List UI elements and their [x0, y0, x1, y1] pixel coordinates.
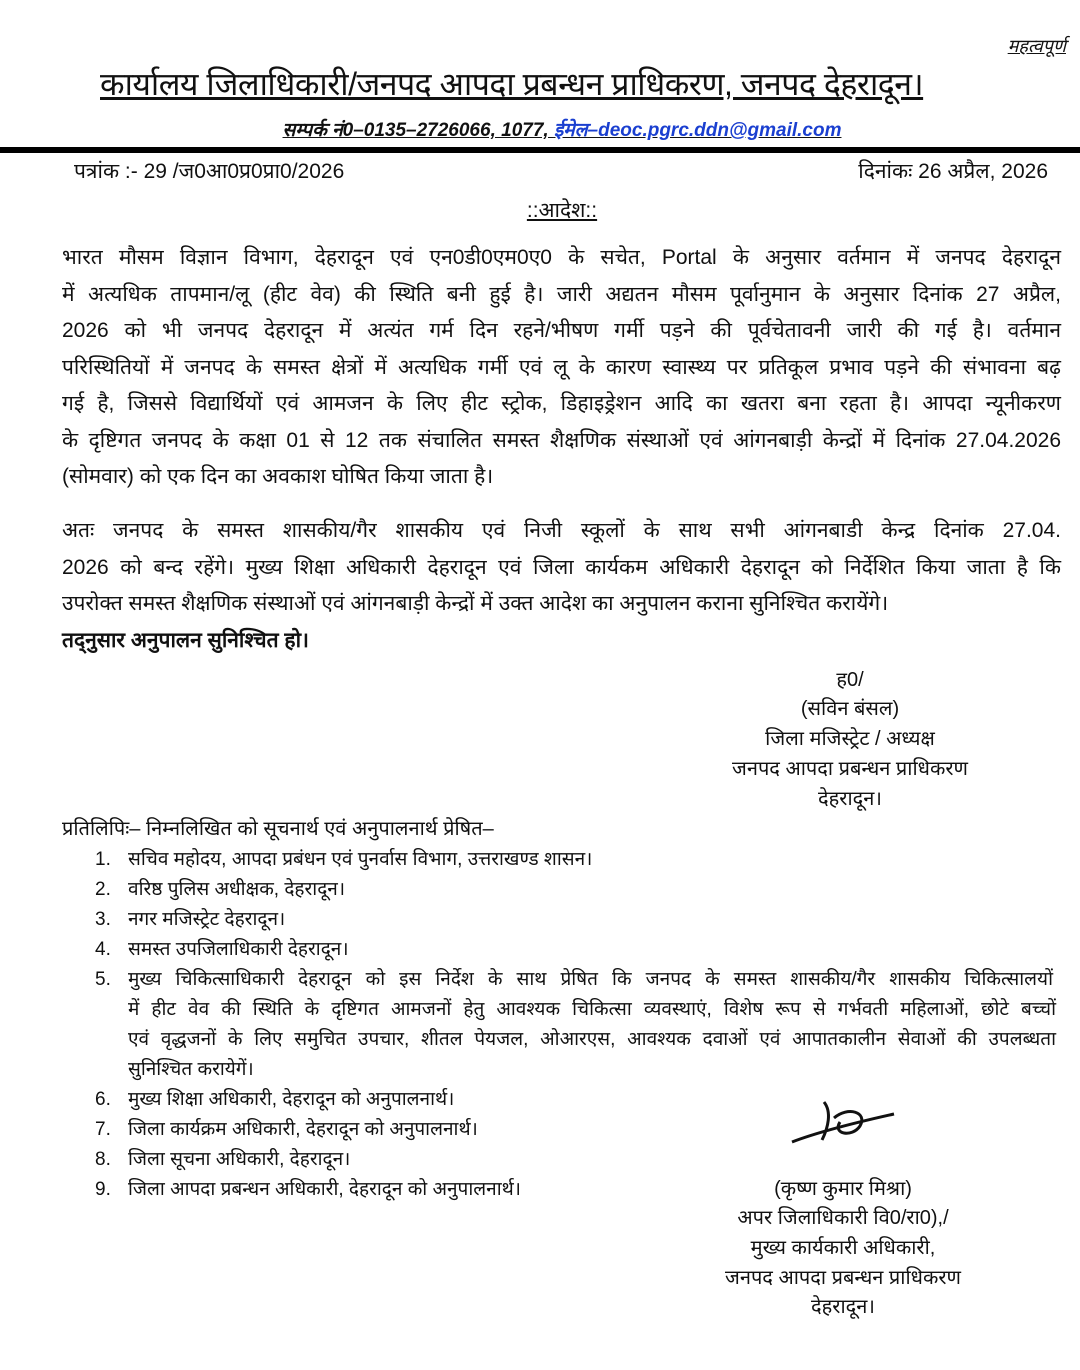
signer-place: देहरादून। — [818, 788, 882, 810]
contact-line — [0, 116, 1080, 142]
list-item: 2. वरिष्ठ पुलिस अधीक्षक, देहरादून। — [95, 879, 346, 900]
list-item: 9. जिला आपदा प्रबन्धन अधिकारी, देहरादून को अनुपालनार्थ। — [95, 1179, 521, 1200]
signer-org: जनपद आपदा प्रबन्धन प्राधिकरण — [732, 758, 968, 780]
closing-line: तद्नुसार अनुपालन सुनिश्चित हो। — [62, 629, 309, 652]
list-item: 3. नगर मजिस्ट्रेट देहरादून। — [95, 909, 286, 930]
list-item: 7. जिला कार्यक्रम अधिकारी, देहरादून को अनुपालनार्थ। — [95, 1119, 478, 1140]
text-line: 2026 को भी जनपद देहरादून में अत्यंत गर्म दिन रहने/भीषण गर्मी पड़ने की पूर्वचेतावनी जारी की गई है। वर्तमान — [62, 319, 1061, 342]
list-item: 6. मुख्य शिक्षा अधिकारी, देहरादून को अनुपालनार्थ। — [95, 1089, 455, 1110]
copy-to-intro: प्रतिलिपिः– निम्नलिखित को सूचनार्थ एवं अनुपालनार्थ प्रेषित– — [62, 818, 494, 840]
signer-designation: मुख्य कार्यकारी अधिकारी, — [750, 1237, 936, 1259]
sig-line: ह0/ — [836, 669, 864, 691]
text-line: गई है, जिससे विद्यार्थियों एवं आमजन के लिए हीट स्ट्रोक, डिहाइड्रेशन आदि का खतरा बना रहता है। आपदा न्यूनीकरण — [62, 392, 1061, 415]
list-item: 8. जिला सूचना अधिकारी, देहरादून। — [95, 1149, 351, 1170]
text-line: में अत्यधिक तापमान/लू (हीट वेव) की स्थिति बनी हुई है। जारी अद्यतन मौसम पूर्वानुमान के अनुसार दिनांक 27 अप्रैल, — [62, 283, 1061, 306]
text-line: परिस्थितियों में जनपद के समस्त क्षेत्रों में अत्यधिक गर्मी एवं लू के कारण स्वास्थ्य पर प्रतिकूल प्रभाव पड़ने की संभावना बढ़ — [62, 356, 1061, 379]
list-item: 1. सचिव महोदय, आपदा प्रबंधन एवं पुनर्वास विभाग, उत्तराखण्ड शासन। — [95, 849, 593, 870]
list-item: 4. समस्त उपजिलाधिकारी देहरादून। — [95, 939, 349, 960]
signer-name: (कृष्ण कुमार मिश्रा) — [774, 1178, 912, 1200]
signer-name: (सविन बंसल) — [800, 698, 900, 720]
text-line: सुनिश्चित करायेगें। — [128, 1059, 254, 1080]
text-line: उपरोक्त समस्त शैक्षणिक संस्थाओं एवं आंगनबाड़ी केन्द्रों में उक्त आदेश का अनुपालन कराना सुनिश्चित करायेंगे। — [62, 592, 889, 615]
text-line: के दृष्टिगत जनपद के कक्षा 01 से 12 तक संचालित समस्त शैक्षणिक संस्थाओं एवं आंगनबाड़ी केन्द्रों में दिनांक 27.04.2026 — [62, 429, 1061, 452]
signer-designation: अपर जिलाधिकारी वि0/रा0),/ — [737, 1207, 949, 1229]
text-line: अतः जनपद के समस्त शासकीय/गैर शासकीय एवं निजी स्कूलों के साथ सभी आंगनबाडी केन्द्र दिनांक 27.04. — [62, 519, 1061, 542]
list-item: 5. मुख्य चिकित्साधिकारी देहरादून को इस निर्देश के साथ प्रेषित कि जनपद के समस्त शासकीय/गैर शासकीय चिकित्सालयों — [95, 969, 1053, 990]
letter-date: दिनांकः 26 अप्रैल, 2026 — [858, 160, 1048, 183]
office-title: कार्यालय जिलाधिकारी/जनपद आपदा प्रबन्धन प्राधिकरण, जनपद देहरादून। — [100, 66, 924, 102]
contact-phone: सम्पर्क नं0–0135–2726066, 1077, — [282, 120, 554, 141]
text-line: (सोमवार) को एक दिन का अवकाश घोषित किया जाता है। — [62, 465, 494, 488]
signer-org: जनपद आपदा प्रबन्धन प्राधिकरण — [725, 1267, 961, 1289]
reference-number: पत्रांक :- 29 /ज0आ0प्र0प्रा0/2026 — [74, 160, 345, 183]
text-line: एवं वृद्धजनों के लिए समुचित उपचार, शीतल पेयजल, ओआरएस, आवश्यक दवाओं एवं आपातकालीन सेवाओं की उपलब्धता — [128, 1029, 1056, 1050]
header-divider — [0, 147, 1080, 153]
signer-place: देहरादून। — [811, 1296, 875, 1318]
importance-mark: महत्वपूर्ण — [1007, 36, 1066, 56]
signer-designation: जिला मजिस्ट्रेट / अध्यक्ष — [765, 728, 935, 750]
order-heading: ::आदेश:: — [526, 199, 598, 222]
handwritten-signature — [788, 1092, 900, 1150]
email-link[interactable]: ईमेल–deoc.pgrc.ddn@gmail.com — [553, 120, 842, 141]
text-line: में हीट वेव की स्थिति के दृष्टिगत आमजनों हेतु आवश्यक चिकित्सा व्यवस्थाएं, विशेष रूप से गर्भवती महिलाओं, छोटे बच्चों — [128, 999, 1056, 1020]
text-line: 2026 को बन्द रहेंगे। मुख्य शिक्षा अधिकारी देहरादून एवं जिला कार्यकम अधिकारी देहरादून को निर्देशित किया जाता है कि — [62, 556, 1061, 579]
text-line: भारत मौसम विज्ञान विभाग, देहरादून एवं एन0डी0एम0ए0 के सचेत, Portal के अनुसार वर्तमान में जनपद देहरादून — [62, 246, 1061, 269]
